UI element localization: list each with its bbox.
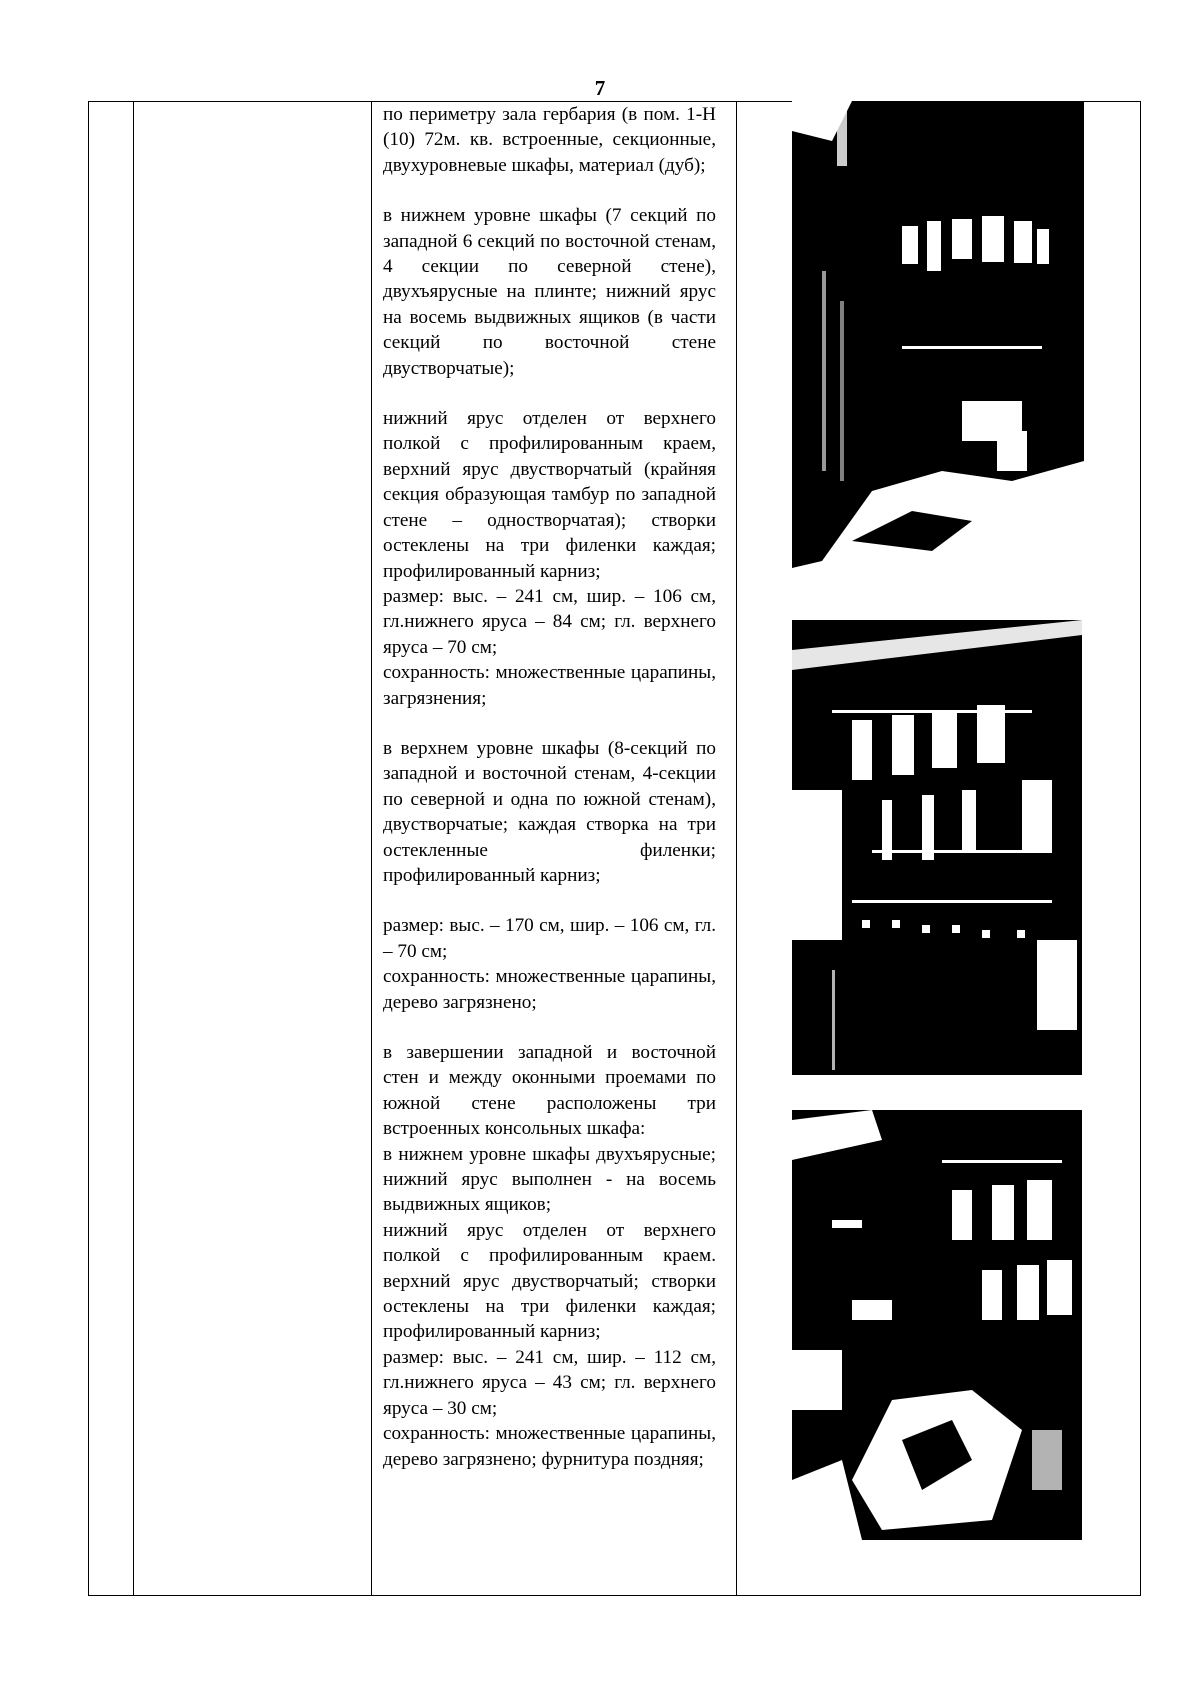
paragraph: размер: выс. – 170 см, шир. – 106 см, гл. – 70 см;: [383, 915, 716, 962]
paragraph: нижний ярус отделен от верхнего полкой с профилированным краем, верхний ярус двустворчатый (крайняя секция образующая тамбур по западной стене – одностворчатая); створки остеклены на три филенки каждая; профилированный карниз;: [383, 408, 716, 582]
paragraph: в верхнем уровне шкафы (8-секций по западной и восточной стенам, 4-секции по северной и одна по южной стенам), двустворчатые; каждая створка на три остекленные филенки; профилированный карниз;: [383, 737, 716, 886]
column-divider: [736, 102, 737, 1595]
paragraph: в нижнем уровне шкафы (7 секций по западной 6 секций по восточной стенам, 4 секции по северной стене), двухъярусные на плинте; нижний ярус на восемь выдвижных ящиков (в части секций по восточной стене двустворчатые);: [383, 205, 716, 379]
paragraph: нижний ярус отделен от верхнего полкой с профилированным краем. верхний ярус двустворчатый; створки остеклены на три филенки каждая; профилированный карниз;: [383, 1219, 716, 1343]
paragraph: в завершении западной и восточной стен и между оконными проемами по южной стене расположены три встроенных консольных шкафа:: [383, 1042, 716, 1140]
column-divider: [133, 102, 134, 1595]
page-number: 7: [594, 76, 606, 100]
description-column: [372, 102, 727, 1472]
paragraph: сохранность: множественные царапины, дерево загрязнено;: [383, 966, 716, 1013]
paragraph: сохранность: множественные царапины, загрязнения;: [383, 662, 716, 709]
cabinet-photo-3: [792, 1100, 1082, 1540]
cabinet-photo-1: [792, 101, 1084, 568]
paragraph: в нижнем уровне шкафы двухъярусные; нижний ярус выполнен - на восемь выдвижных ящиков;: [383, 1143, 716, 1216]
cabinet-photo-2: [792, 620, 1082, 1075]
paragraph: размер: выс. – 241 см, шир. – 106 см, гл.нижнего яруса – 84 см; гл. верхнего яруса – 70 см;: [383, 585, 716, 658]
paragraph: сохранность: множественные царапины, дерево загрязнено; фурнитура поздняя;: [383, 1423, 716, 1470]
paragraph: по периметру зала гербария (в пом. 1-Н (10) 72м. кв. встроенные, секционные, двухуровневые шкафы, материал (дуб);: [383, 104, 716, 176]
paragraph: размер: выс. – 241 см, шир. – 112 см, гл.нижнего яруса – 43 см; гл. верхнего яруса – 30 см;: [383, 1346, 716, 1419]
